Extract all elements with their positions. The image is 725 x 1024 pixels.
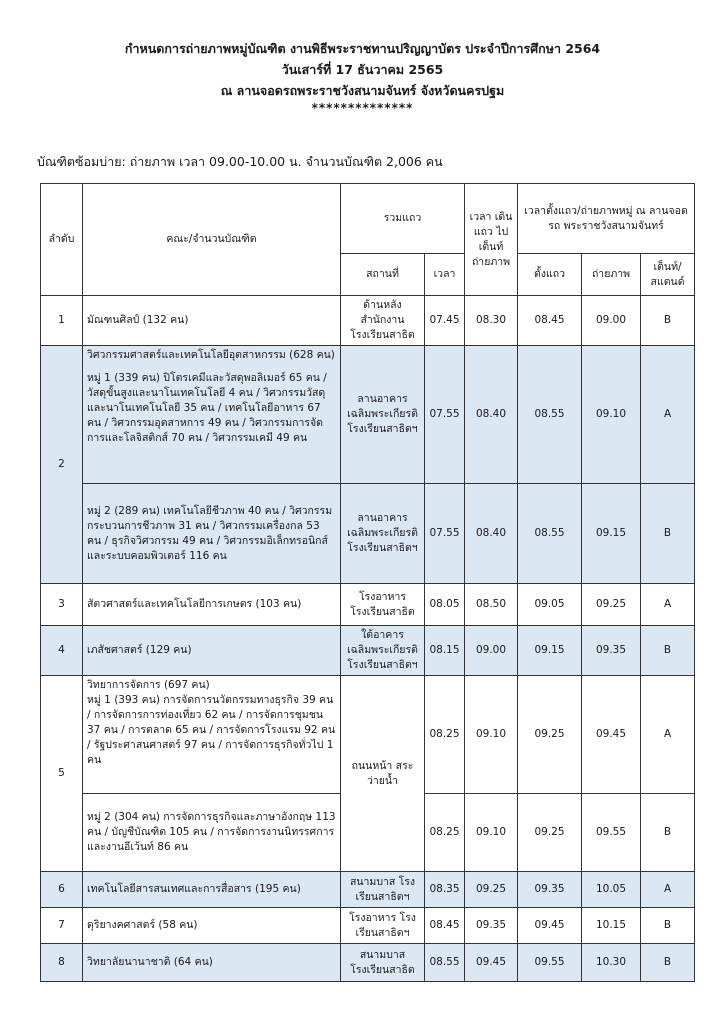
faculty-title: วิทยาการจัดการ (697 คน) xyxy=(87,679,210,691)
tent-cell: B xyxy=(641,296,695,346)
col-header-place: สถานที่ xyxy=(341,254,425,296)
col-header-lineup: ตั้งแถว xyxy=(518,254,582,296)
walk-time-cell: 09.10 xyxy=(465,676,518,794)
table-row xyxy=(41,484,695,584)
table-row xyxy=(41,296,695,346)
table-row xyxy=(41,872,695,908)
lineup-time-cell: 09.55 xyxy=(518,944,582,982)
row-number: 7 xyxy=(41,908,83,944)
photo-time-cell: 10.05 xyxy=(582,872,641,908)
tent-cell: B xyxy=(641,484,695,584)
place-cell: สนามบาส โรงเรียนสาธิตฯ xyxy=(341,872,425,908)
row-number: 3 xyxy=(41,584,83,626)
photo-time-cell: 09.55 xyxy=(582,794,641,872)
time-cell: 08.25 xyxy=(425,794,465,872)
lineup-time-cell: 08.55 xyxy=(518,346,582,484)
place-cell: ลานอาคาร เฉลิมพระเกียรติ โรงเรียนสาธิตฯ xyxy=(341,484,425,584)
row-number: 6 xyxy=(41,872,83,908)
faculty-cell: วิทยาลัยนานาชาติ (64 คน) xyxy=(83,944,341,982)
col-header-tent: เต็นท์/ สแตนด์ xyxy=(641,254,695,296)
lineup-time-cell: 09.05 xyxy=(518,584,582,626)
time-cell: 08.45 xyxy=(425,908,465,944)
document-header xyxy=(0,38,725,115)
photo-time-cell: 09.15 xyxy=(582,484,641,584)
time-cell: 08.35 xyxy=(425,872,465,908)
tent-cell: B xyxy=(641,944,695,982)
time-cell: 08.05 xyxy=(425,584,465,626)
table-row xyxy=(41,944,695,982)
time-cell: 08.15 xyxy=(425,626,465,676)
tent-cell: A xyxy=(641,872,695,908)
time-cell: 07.55 xyxy=(425,484,465,584)
tent-cell: B xyxy=(641,908,695,944)
row-number: 5 xyxy=(41,676,83,872)
col-header-photo: ถ่ายภาพ xyxy=(582,254,641,296)
faculty-cell xyxy=(83,676,341,794)
photo-time-cell: 10.30 xyxy=(582,944,641,982)
place-cell: โรงอาหาร โรงเรียนสาธิตฯ xyxy=(341,908,425,944)
lineup-time-cell: 08.55 xyxy=(518,484,582,584)
table-row xyxy=(41,346,695,484)
photo-time-cell: 09.25 xyxy=(582,584,641,626)
tent-cell: A xyxy=(641,584,695,626)
place-cell: ด้านหลังสำนักงาน โรงเรียนสาธิต xyxy=(341,296,425,346)
summary-line: บัณฑิตซ้อมบ่าย: ถ่ายภาพ เวลา 09.00-10.00 น. จำนวนบัณฑิต 2,006 คน xyxy=(37,154,443,169)
lineup-time-cell: 09.25 xyxy=(518,676,582,794)
walk-time-cell: 09.00 xyxy=(465,626,518,676)
faculty-subgroup: หมู่ 1 (339 คน) ปิโตรเคมีและวัสดุพอลิเมอร์ 65 คน / วัสดุขั้นสูงและนาโนเทคโนโลยี 4 คน / วิศวกรรมวัสดุและนาโนเทคโนโลยี 35 คน / เทคโนโลยีอาหาร 67 คน / วิศวกรรมอุตสาหการ 49 คน / วิศวกรรมการจัดการและโลจิสติกส์ 70 คน / วิศวกรรมเคมี 49 คน xyxy=(87,372,327,444)
stars-divider: ************** xyxy=(311,101,414,115)
row-number: 8 xyxy=(41,944,83,982)
place-cell: สนามบาส โรงเรียนสาธิต xyxy=(341,944,425,982)
place-cell: ใต้อาคาร เฉลิมพระเกียรติ โรงเรียนสาธิตฯ xyxy=(341,626,425,676)
lineup-time-cell: 09.35 xyxy=(518,872,582,908)
photo-time-cell: 09.35 xyxy=(582,626,641,676)
faculty-subgroup: หมู่ 2 (304 คน) การจัดการธุรกิจและภาษาอังกฤษ 113 คน / บัญชีบัณฑิต 105 คน / การจัดการงานนิทรรศการและงานอีเว้นท์ 86 คน xyxy=(83,794,341,872)
lineup-time-cell: 09.45 xyxy=(518,908,582,944)
tent-cell: A xyxy=(641,346,695,484)
row-number: 4 xyxy=(41,626,83,676)
title-line-2: วันเสาร์ที่ 17 ธันวาคม 2565 xyxy=(281,62,444,77)
schedule-table xyxy=(40,183,695,982)
walk-time-cell: 08.40 xyxy=(465,346,518,484)
col-header-time: เวลา xyxy=(425,254,465,296)
photo-time-cell: 10.15 xyxy=(582,908,641,944)
walk-time-cell: 08.30 xyxy=(465,296,518,346)
lineup-time-cell: 09.25 xyxy=(518,794,582,872)
faculty-subgroup: หมู่ 2 (289 คน) เทคโนโลยีชีวภาพ 40 คน / วิศวกรรมกระบวนการชีวภาพ 31 คน / วิศวกรรมเครื่องกล 53 คน / ธุรกิจวิศวกรรม 49 คน / วิศวกรรมอิเล็กทรอนิกส์และระบบคอมพิวเตอร์ 116 คน xyxy=(83,484,341,584)
tent-cell: B xyxy=(641,626,695,676)
faculty-title: วิศวกรรมศาสตร์และเทคโนโลยีอุตสาหกรรม (628 คน) xyxy=(87,349,335,361)
place-cell: ถนนหน้า สระว่ายน้ำ xyxy=(341,676,425,872)
lineup-time-cell: 08.45 xyxy=(518,296,582,346)
walk-time-cell: 09.25 xyxy=(465,872,518,908)
table-row xyxy=(41,626,695,676)
col-header-walk: เวลา เดินแถว ไปเต็นท์ ถ่ายภาพ xyxy=(465,184,518,296)
col-header-order: ลำดับ xyxy=(41,184,83,296)
col-header-faculty: คณะ/จำนวนบัณฑิต xyxy=(83,184,341,296)
walk-time-cell: 09.45 xyxy=(465,944,518,982)
time-cell: 07.55 xyxy=(425,346,465,484)
walk-time-cell: 08.50 xyxy=(465,584,518,626)
tent-cell: B xyxy=(641,794,695,872)
col-header-photo-group: เวลาตั้งแถว/ถ่ายภาพหมู่ ณ ลานจอดรถ พระราชวังสนามจันทร์ xyxy=(518,184,695,254)
walk-time-cell: 08.40 xyxy=(465,484,518,584)
photo-time-cell: 09.10 xyxy=(582,346,641,484)
table-row xyxy=(41,676,695,794)
faculty-cell: เทคโนโลยีสารสนเทศและการสื่อสาร (195 คน) xyxy=(83,872,341,908)
faculty-cell: สัตวศาสตร์และเทคโนโลยีการเกษตร (103 คน) xyxy=(83,584,341,626)
faculty-cell xyxy=(83,346,341,484)
row-number: 2 xyxy=(41,346,83,584)
row-number: 1 xyxy=(41,296,83,346)
col-header-assemble: รวมแถว xyxy=(341,184,465,254)
time-cell: 08.25 xyxy=(425,676,465,794)
faculty-cell: มัณฑนศิลป์ (132 คน) xyxy=(83,296,341,346)
walk-time-cell: 09.10 xyxy=(465,794,518,872)
lineup-time-cell: 09.15 xyxy=(518,626,582,676)
place-cell: ลานอาคาร เฉลิมพระเกียรติ โรงเรียนสาธิตฯ xyxy=(341,346,425,484)
time-cell: 08.55 xyxy=(425,944,465,982)
title-line-1: กำหนดการถ่ายภาพหมู่บัณฑิต งานพิธีพระราชทานปริญญาบัตร ประจำปีการศึกษา 2564 xyxy=(124,41,601,56)
walk-time-cell: 09.35 xyxy=(465,908,518,944)
place-cell: โรงอาหาร โรงเรียนสาธิต xyxy=(341,584,425,626)
tent-cell: A xyxy=(641,676,695,794)
photo-time-cell: 09.00 xyxy=(582,296,641,346)
faculty-cell: เภสัชศาสตร์ (129 คน) xyxy=(83,626,341,676)
time-cell: 07.45 xyxy=(425,296,465,346)
table-row xyxy=(41,584,695,626)
photo-time-cell: 09.45 xyxy=(582,676,641,794)
title-line-3: ณ ลานจอดรถพระราชวังสนามจันทร์ จังหวัดนครปฐม xyxy=(220,83,505,98)
faculty-cell: ดุริยางคศาสตร์ (58 คน) xyxy=(83,908,341,944)
faculty-subgroup: หมู่ 1 (393 คน) การจัดการนวัตกรรมทางธุรกิจ 39 คน / การจัดการการท่องเที่ยว 62 คน / การจัดการชุมชน 37 คน / การตลาด 65 คน / การจัดการโรงแรม 92 คน / รัฐประศาสนศาสตร์ 97 คน / การจัดการธุรกิจทั่วไป 1 คน xyxy=(87,694,336,766)
table-row xyxy=(41,908,695,944)
